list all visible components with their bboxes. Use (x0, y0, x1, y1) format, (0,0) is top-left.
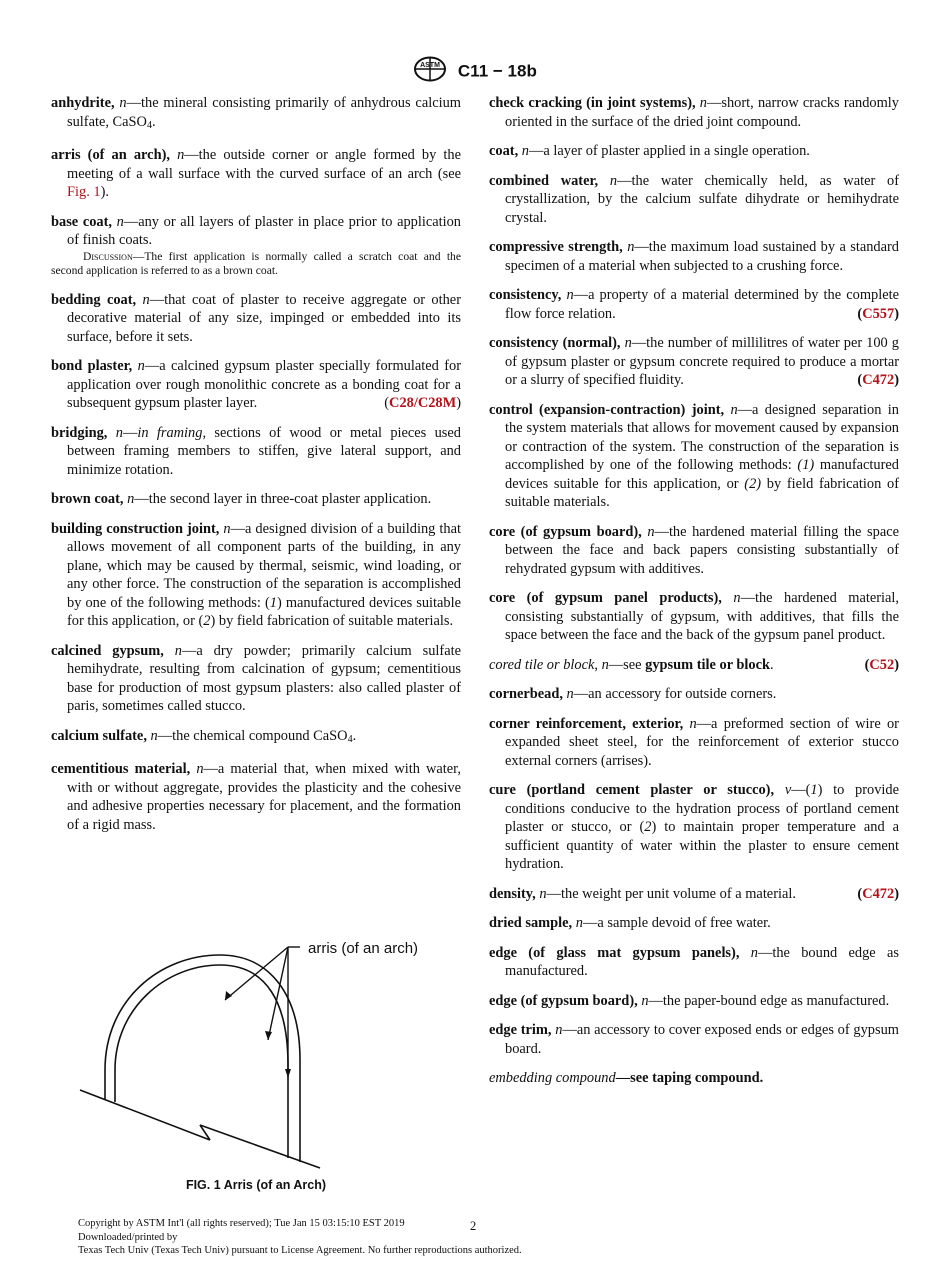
entry-edge-glass-mat (489, 944, 899, 981)
definition-end: ). (100, 184, 109, 200)
method-number: 2 (203, 613, 211, 629)
term: dried sample, (489, 915, 573, 931)
term: compressive strength, (489, 239, 623, 255)
term: brown coat, (51, 491, 124, 507)
part-of-speech: n (150, 727, 158, 744)
entry-cure (489, 781, 899, 874)
definition: —a material that, when mixed with water, with or without aggregate, provides the plasticity and the cohesive and adhesive properties necessary for placement, and the formation of a rigid mass. (67, 761, 461, 833)
method-number: 2 (644, 819, 652, 835)
part-of-speech: n (521, 143, 529, 159)
figure-label: arris (of an arch) (308, 940, 419, 957)
definition: —an accessory for outside corners. (573, 686, 777, 702)
part-of-speech: n (566, 686, 574, 702)
term: base coat, (51, 213, 112, 230)
part-of-speech: n (555, 1022, 563, 1038)
subscript: 4 (347, 733, 353, 745)
figure-arris (60, 930, 440, 1180)
entry-arris (51, 146, 461, 202)
definition: —the outside corner or angle formed by the meeting of a wall surface with the curved surface of an arch (see (67, 147, 461, 182)
method-number: 1 (269, 594, 277, 611)
entry-density: density, n—the weight per unit volume of a material. (C472) (489, 885, 899, 902)
standard-reference-link[interactable]: C472 (862, 372, 895, 388)
term: edge trim, (489, 1022, 552, 1038)
definition-end: . (352, 727, 357, 744)
term: calcined gypsum, (51, 642, 164, 659)
term: embedding compound (489, 1070, 616, 1086)
part-of-speech: n (750, 944, 758, 961)
part-of-speech: n (609, 172, 618, 189)
part-of-speech: n (730, 401, 738, 418)
part-of-speech: n (566, 287, 574, 303)
part-of-speech: n (647, 523, 655, 540)
svg-text:ASTM: ASTM (420, 62, 441, 69)
part-of-speech: n (174, 642, 182, 659)
part-of-speech: n (627, 239, 635, 255)
definition: ) by field fabrication of suitable materials. (210, 613, 454, 629)
definition: —a sample devoid of free water. (582, 915, 771, 931)
entry-combined-water (489, 172, 899, 228)
entry-corner-reinforcement (489, 715, 899, 771)
part-of-speech: n (142, 291, 150, 308)
right-column (489, 94, 899, 1099)
method-number: (2) (744, 475, 762, 492)
definition: ) to maintain proper temperature and a sufficient quantity of water within the plaster to ensure cement hydration. (505, 819, 899, 872)
term: building construction joint, (51, 520, 220, 537)
term: bedding coat, (51, 291, 137, 308)
term: combined water, (489, 172, 599, 189)
term: check cracking (in joint systems), (489, 95, 696, 111)
entry-building-construction-joint (51, 520, 461, 631)
definition: —an accessory to cover exposed ends or edges of gypsum board. (505, 1022, 899, 1057)
definition: —short, narrow cracks randomly oriented in the surface of the dried joint compound. (505, 95, 899, 130)
document-code: C11 − 18b (457, 61, 537, 81)
entry-anhydrite (51, 94, 461, 135)
copyright-line: Copyright by ASTM Int'l (all rights reserved); Tue Jan 15 03:15:10 EST 2019 (78, 1218, 405, 1229)
definition: —a property of a material determined by the complete flow force relation. (505, 287, 899, 322)
entry-cementitious-material (51, 760, 461, 834)
part-of-speech: n (575, 915, 583, 931)
see-term: gypsum tile or block (645, 656, 771, 673)
figure-caption: FIG. 1 Arris (of an Arch) (185, 1178, 327, 1192)
figure-link[interactable]: Fig. 1 (67, 184, 101, 200)
arrow-head (225, 991, 232, 1000)
entry-bridging: bridging, n—in framing, sections of wood or metal pieces used between framing members to stiffen, give lateral support, and minimize rotation. (51, 424, 461, 478)
term: density, (489, 885, 536, 902)
definition: —a layer of plaster applied in a single operation. (528, 143, 810, 159)
part-of-speech: n (119, 95, 127, 111)
definition: —see (615, 1070, 653, 1086)
entry-embedding-compound (489, 1069, 899, 1088)
arrow-head (285, 1069, 291, 1078)
part-of-speech: n (699, 95, 707, 111)
term: cementitious material, (51, 761, 191, 777)
method-number: 1 (810, 782, 818, 798)
standard-reference-link[interactable]: C557 (862, 305, 895, 322)
entry-check-cracking (489, 94, 899, 131)
entry-control-joint (489, 401, 899, 512)
definition: —the chemical compound CaSO (157, 727, 348, 744)
part-of-speech: n (196, 761, 204, 777)
part-of-speech: n (177, 147, 185, 163)
arrow-head (265, 1031, 272, 1040)
part-of-speech: n (137, 358, 145, 374)
part-of-speech: v (784, 782, 792, 798)
term: edge (of gypsum board), (489, 992, 638, 1009)
entry-consistency: consistency, n—a property of a material determined by the complete flow force relation. (C557) (489, 287, 899, 322)
term: edge (of glass mat gypsum panels), (489, 944, 740, 961)
page-header (0, 56, 950, 87)
definition: —that coat of plaster to receive aggregate or other decorative material of any size, impinged or embedded into its surface, before it sets. (67, 291, 461, 345)
arch-outer (105, 955, 300, 1162)
definition: —the maximum load sustained by a standard specimen of a material when subjected to a crushing force. (505, 239, 899, 274)
definition: —the paper-bound edge as manufactured. (648, 992, 890, 1009)
discussion-label: Discussion (83, 249, 133, 263)
wall-line-left (80, 1090, 210, 1140)
arch-diagram (60, 930, 440, 1180)
term: consistency (normal), (489, 335, 621, 351)
term: corner reinforcement, exterior, (489, 715, 684, 732)
term: calcium sulfate, (51, 727, 147, 744)
definition: by field fabrication of suitable materials. (505, 475, 900, 510)
definition: —the bound edge as manufactured. (505, 944, 899, 979)
part-of-speech: n (223, 520, 231, 537)
part-of-speech: n (601, 656, 609, 673)
term: core (of gypsum panel products), (489, 590, 722, 606)
definition: , sections of wood or metal pieces used between framing members to stiffen, give lateral support, and minimize rotation. (67, 424, 461, 478)
definition: —the number of millilitres of water per 100 g of gypsum plaster or gypsum concrete required to produce a mortar or a slurry of specified fluidity. (505, 335, 899, 388)
entry-consistency-normal: consistency (normal), n—the number of millilitres of water per 100 g of gypsum plaster or gypsum concrete required to produce a mortar or a slurry of specified fluidity. (C472) (489, 335, 899, 388)
entry-edge-trim (489, 1021, 899, 1058)
entry-core-gypsum-board (489, 523, 899, 579)
entry-bond-plaster: bond plaster, n—a calcined gypsum plaster specially formulated for application over rough monolithic concrete as a bonding coat for a subsequent gypsum plaster layer. (C28/C28M) (51, 358, 461, 411)
qualifier: in framing (137, 424, 203, 441)
part-of-speech: n (539, 885, 547, 902)
entry-cored-tile: cored tile or block, n—see gypsum tile or block. (C52) (489, 656, 899, 673)
left-column (51, 94, 461, 845)
download-line: Downloaded/printed by (78, 1231, 178, 1243)
entry-bedding-coat (51, 291, 461, 347)
see-term: taping compound. (652, 1070, 764, 1086)
entry-compressive-strength (489, 238, 899, 275)
wall-line-right (200, 1125, 320, 1168)
entry-coat (489, 142, 899, 161)
definition: —a calcined gypsum plaster specially formulated for application over rough monolithic concrete as a bonding coat for a subsequent gypsum plaster layer. (67, 358, 461, 411)
definition: ) to provide conditions conducive to the hydration process of portland cement plaster or stucco, or ( (505, 782, 900, 835)
definition: ) manufactured devices suitable for this application, or ( (67, 594, 462, 629)
part-of-speech: n (689, 715, 697, 732)
entry-calcium-sulfate (51, 727, 461, 750)
astm-logo-icon (413, 56, 447, 87)
page-number: 2 (470, 1219, 477, 1233)
definition: —a dry powder; primarily calcium sulfate hemihydrate, resulting from calcination of gypsum; cementitious base for production of most gypsum plasters: also called plaster of paris, sometimes called stucco. (67, 642, 461, 714)
term: cornerbead, (489, 686, 563, 702)
definition: —a preformed section of wire or expanded sheet steel, for the reinforcement of exterior stucco external corners (arrises). (505, 715, 899, 769)
part-of-speech: n (127, 491, 135, 507)
part-of-speech: n (641, 992, 649, 1009)
definition-end: . (770, 656, 774, 673)
term: coat, (489, 143, 519, 159)
term: consistency, (489, 287, 562, 303)
definition: —any or all layers of plaster in place prior to application of finish coats. (67, 213, 462, 248)
entry-cornerbead (489, 685, 899, 704)
discussion-text: —The first application is normally called a scratch coat and the second application is referred to as a brown coat. (51, 249, 461, 277)
term: bridging, (51, 424, 108, 441)
page-footer (78, 1217, 522, 1258)
entry-dried-sample (489, 914, 899, 933)
definition: —the hardened material filling the space between the face and back papers consisting substantially of rehydrated gypsum with additives. (505, 523, 899, 577)
term: arris (of an arch), (51, 147, 170, 163)
arch-inner (115, 965, 288, 1158)
term: control (expansion-contraction) joint, (489, 401, 725, 418)
definition: —the hardened material, consisting substantially of gypsum, with additives, that fills the space between the face and the back of the gypsum panel product. (505, 590, 899, 643)
standard-reference-link[interactable]: C28/C28M (389, 395, 457, 411)
entry-brown-coat (51, 490, 461, 509)
entry-base-coat (51, 213, 461, 250)
entry-edge-gypsum-board (489, 992, 899, 1011)
part-of-speech: n (624, 335, 632, 351)
definition-end: . (151, 113, 156, 130)
definition: —the second layer in three-coat plaster application. (134, 491, 432, 507)
definition: —the weight per unit volume of a material. (546, 885, 796, 902)
term: bond plaster, (51, 358, 133, 374)
standard-reference-link[interactable]: C52 (869, 656, 895, 673)
discussion-note (51, 250, 461, 279)
license-line: Texas Tech Univ (Texas Tech Univ) pursuant to License Agreement. No further reproductions authorized. (78, 1245, 522, 1256)
part-of-speech: n (116, 213, 124, 230)
term: cored tile or block (489, 656, 595, 673)
part-of-speech: n (733, 590, 741, 606)
standard-reference-link[interactable]: C472 (862, 885, 895, 902)
term: anhydrite, (51, 95, 115, 111)
entry-calcined-gypsum (51, 642, 461, 716)
definition: —the mineral consisting primarily of anhydrous calcium sulfate, CaSO (67, 95, 461, 130)
method-number: (1) (797, 457, 815, 473)
definition: —the water chemically held, as water of crystallization, by the calcium sulfate dihydrate or hemihydrate crystal. (505, 172, 899, 226)
definition: —see (608, 656, 646, 673)
term: core (of gypsum board), (489, 523, 642, 540)
entry-core-gypsum-panel (489, 589, 899, 645)
definition: manufactured devices suitable for this application, or (505, 457, 899, 492)
subscript: 4 (146, 119, 152, 131)
term: cure (portland cement plaster or stucco), (489, 782, 775, 798)
part-of-speech: n (115, 424, 123, 441)
definition: —a designed division of a building that allows movement of all component parts of the building, in any plane, which may be caused by thermal, seismic, wind loading, or any other force. The construction of the separation is accomplished by one of the following methods: ( (67, 520, 461, 611)
definition: —( (791, 782, 811, 798)
definition: —a designed separation in the system materials that allows for movement caused by expansion or contraction of the system. The construction of the separation is accomplished by one of the following methods: (505, 401, 899, 473)
